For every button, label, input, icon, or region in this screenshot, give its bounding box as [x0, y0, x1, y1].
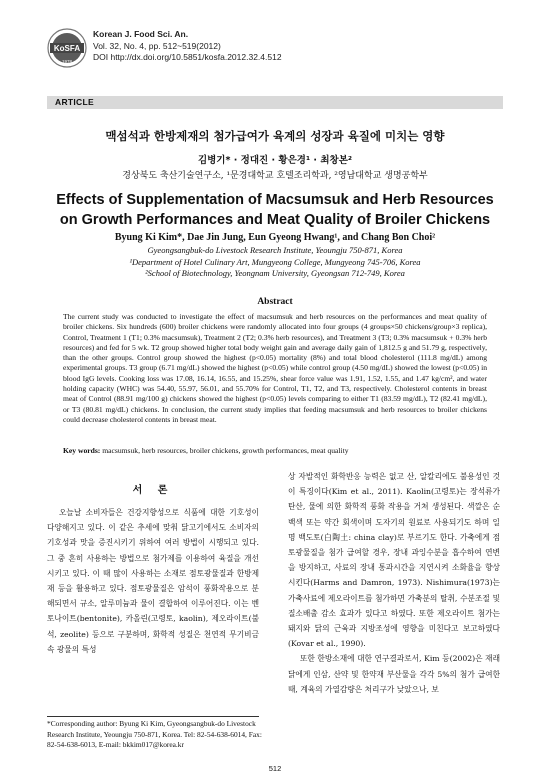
- english-title: Effects of Supplementation of Macsumsuk and Herb Resources on Growth Performances and Meat Quality of Broiler Chickens: [56, 192, 494, 228]
- korean-authors: 김병기* · 정대진 · 황은경¹ · 최창본²: [197, 155, 353, 166]
- abstract-text: The current study was conducted to investigate the effect of macsumsuk and herb resources on the performances and meat quality of broiler chickens. Six hundreds (600) broiler chickens were randomly allocated into four groups (4 groups×50 chickens/group×3 replica), Control, Treatment 1 (T1; 0.3% macsumsuk), Treatment 2 (T2; 0.3% herb resources), and Treatment 3 (T3; 0.3% macsumsuk + 0.3% herb resources) and fed for 5 wk. T2 group showed higher total body weight gain and average daily gain of 1,812.5 g and 51.79 g, respectively, than the other groups. Control group showed the highest (p<0.05) mortality (8%) and total blood cholesterol (111.8 mg/dL) among experimental groups. T3 group (6.71 mg/dL) showed the highest (p<0.05) while control group (4.50 mg/dL) showed the lowest (p<0.05) in blood IgG levels. Cooking loss was 17.08, 16.14, 16.55, and 15.25%, shear force value was 1.91, 1.52, 1.55, and 1.47 kg/cm², and water holding capacity (WHC) was 54.40, 55.97, 56.01, and 55.70% for Control, T1, T2, and T3, respectively. Cholesterol contents in breast meat of Control (88.91 mg/100 g) chickens showed the highest (p<0.05) levels comparing to either T1 (83.59 mg/dL), T2 (82.41 mg/dL), or T3 (80.81 mg/dL) chickens. In conclusion, the current study implies that feeding macsumsuk and herb resources to broiler chickens could decrease cholesterol contents in breast meat.: [63, 312, 487, 424]
- keywords: [63, 446, 487, 455]
- intro-paragraph-1-cont: 상 자발적인 화학반응 능력은 없고 산, 알칼리에도 불용성인 것이 특징이다(Kim et al., 2011). Kaolin(고령토)는 장석류가 탄산, 물에 의한 화학적 풍화 작용을 거쳐 생성된다. 색깔은 순백색 또는 약간 회색이며 도자기의 원료로 사용되기도 하며 일명 백도토(白陶土: china clay)로 부르기도 한다. 가축에게 점토광물질을 첨가 급여할 경우, 장내 과잉수분을 흡수하여 연변을 방지하고, 사료의 장내 통과시간을 지연시켜 소화율을 향상시킨다(Harms and Damron, 1973). Nishimura(1973)는 가축사료에 제오라이트를 첨가하면 가축분의 탈취, 수분조절 및 질소배출 감소 효과가 있다고 하였다. 또한 제오라이트 첨가는 돼지와 닭의 근육과 지방조성에 영향을 미친다고 보고하였다(Kovar et al., 1990).: [288, 472, 500, 649]
- correspondence-footnote: *Corresponding author: Byung Ki Kim, Gyeongsangbuk-do Livestock Research Institute, Yeoungju 750-871, Korea. Tel: 82-54-638-6014, Fax: 82-54-638-6013, E-mail: bkkim017@korea.kr: [47, 719, 262, 749]
- article-section-bar: [47, 96, 503, 109]
- korean-title: 맥섬석과 한방제재의 첨가급여가 육계의 성장과 육질에 미치는 영향: [105, 129, 445, 143]
- logo-year: 1978: [61, 59, 73, 64]
- left-column: [47, 484, 259, 657]
- english-affiliations: [47, 245, 503, 280]
- introduction-heading: 서 론: [132, 485, 174, 496]
- journal-doi[interactable]: DOI http://dx.doi.org/10.5851/kosfa.2012.32.4.512: [93, 52, 282, 62]
- affiliation-3: ²School of Biotechnology, Yeongnam University, Gyeongsan 712-749, Korea: [145, 268, 405, 278]
- logo-text: KoSFA: [53, 44, 81, 53]
- abstract-heading: Abstract: [257, 297, 293, 307]
- footnote-rule: [47, 716, 259, 717]
- journal-logo: [47, 28, 87, 68]
- affiliation-2: ¹Department of Hotel Culinary Art, Mungyeong College, Mungyeong 745-706, Korea: [129, 256, 421, 267]
- right-column: [288, 469, 500, 697]
- intro-paragraph-1: 오늘날 소비자들은 건강지향성으로 식품에 대한 기호성이 다양해지고 있다. 이 같은 추세에 맞춰 닭고기에서도 소비자의 기호성과 맛을 증진시키기 위하여 여러 방법이 시행되고 있다. 그 중 흔히 사용하는 방법으로 첨가제를 이용하여 육질을 개선시키고 있다. 이 때 많이 사용하는 소재로 점토광물질과 한방제재 등을 활용하고 있다. 점토광물질은 암석이 풍화작용으로 분해되면서 규소, 알루미늄과 물이 결합하여 이루어진다. 이는 벤토나이트(bentonite), 카올린(고령토, kaolin), 제오라이트(불석, zeolite) 등으로 구분하며, 화학적 성질은 천연적 무기비금속 광물의 특성: [47, 508, 259, 654]
- english-authors: Byung Ki Kim*, Dae Jin Jung, Eun Gyeong Hwang¹, and Chang Bon Choi²: [114, 232, 436, 243]
- journal-name: Korean J. Food Sci. An.: [93, 29, 189, 39]
- affiliation-1: Gyeongsangbuk-do Livestock Research Institute, Yeoungju 750-871, Korea: [147, 245, 403, 255]
- journal-volume: Vol. 32, No. 4, pp. 512~519(2012): [93, 40, 221, 51]
- keywords-label: Key words:: [63, 446, 101, 455]
- intro-paragraph-2: 또한 한방소재에 대한 연구결과로서, Kim 등(2002)은 재래닭에게 인삼, 산약 및 한약재 부산물을 각각 5%의 첨가 급여한 때, 계육의 가열감량은 처리구가 낮았으나, 보: [288, 654, 500, 694]
- korean-affiliations: 경상북도 축산기술연구소, ¹문경대학교 호텔조리학과, ²영남대학교 생명공학부: [122, 171, 428, 181]
- article-label: ARTICLE: [55, 97, 94, 107]
- journal-header: [93, 29, 282, 64]
- keywords-text: macsumsuk, herb resources, broiler chickens, growth performances, meat quality: [100, 446, 349, 455]
- page-number: 512: [268, 764, 282, 773]
